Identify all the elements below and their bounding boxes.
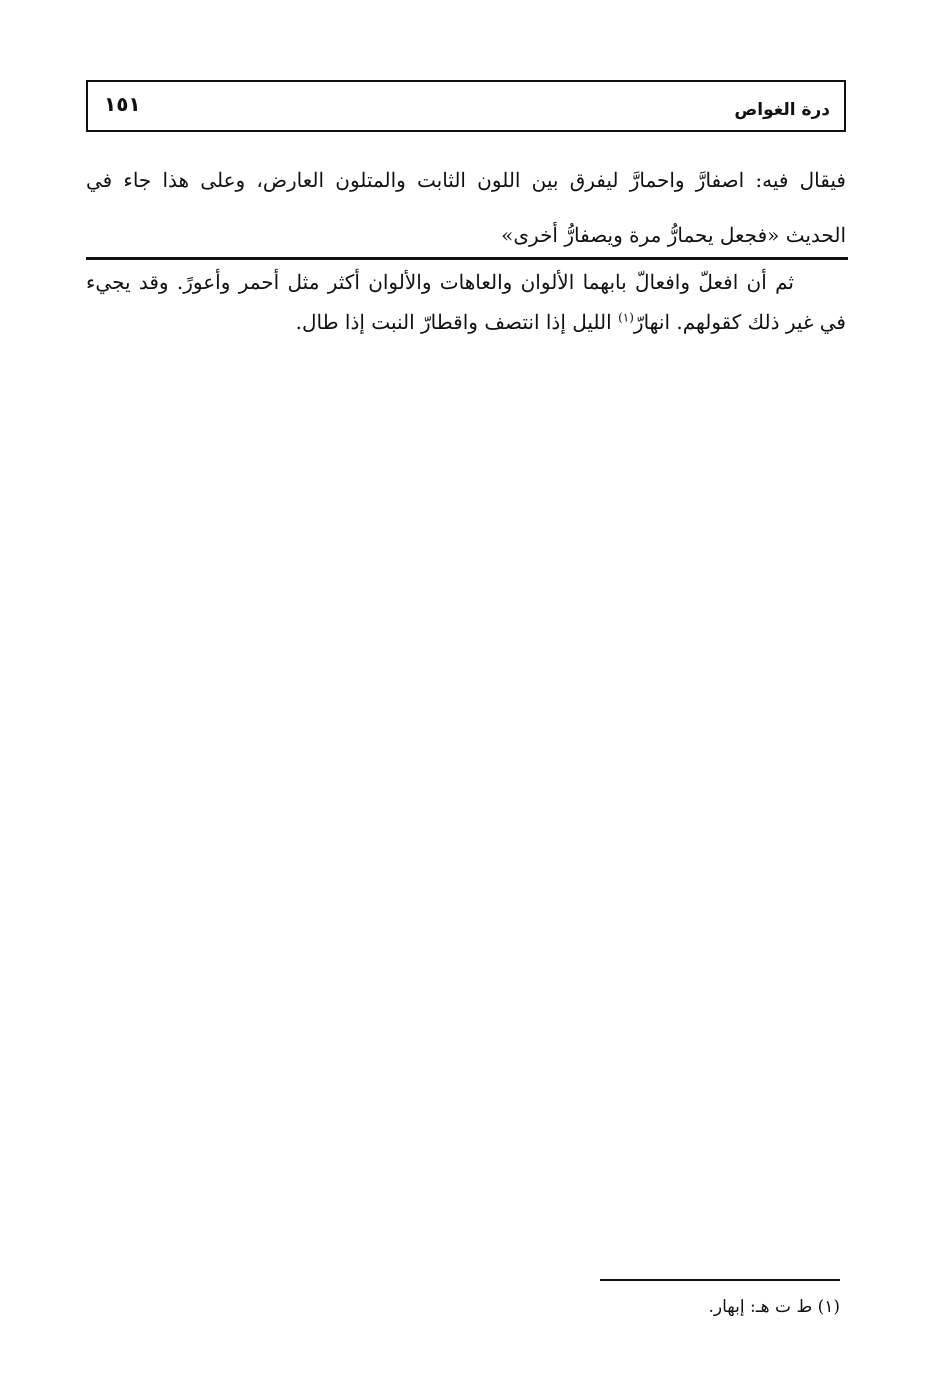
footnote-1: (١) ط ت هـ: إبهار. xyxy=(708,1297,840,1317)
paragraph-2 xyxy=(86,262,846,342)
book-title: درة الغواص xyxy=(734,100,830,120)
page-number: ١٥١ xyxy=(104,92,141,116)
footnote-separator xyxy=(600,1279,840,1281)
paragraph-2-text-start: ثم أن افعلّ وافعالّ بابهما الألوان والعاهات والألوان أكثر مثل أحمر وأعورً. وقد يجيء في غير ذلك كقولهم. انهارّ xyxy=(86,270,846,334)
paragraph-2-text-end: الليل إذا انتصف واقطارّ النبت إذا طال. xyxy=(295,310,619,334)
footnote-reference: (١) xyxy=(618,310,634,325)
section-divider xyxy=(86,257,848,260)
running-header xyxy=(86,80,846,132)
paragraph-1: فيقال فيه: اصفارَّ واحمارَّ ليفرق بين اللون الثابت والمتلون العارض، وعلى هذا جاء في الحديث «فجعل يحمارُّ مرة ويصفارُّ أخرى» xyxy=(86,168,846,247)
